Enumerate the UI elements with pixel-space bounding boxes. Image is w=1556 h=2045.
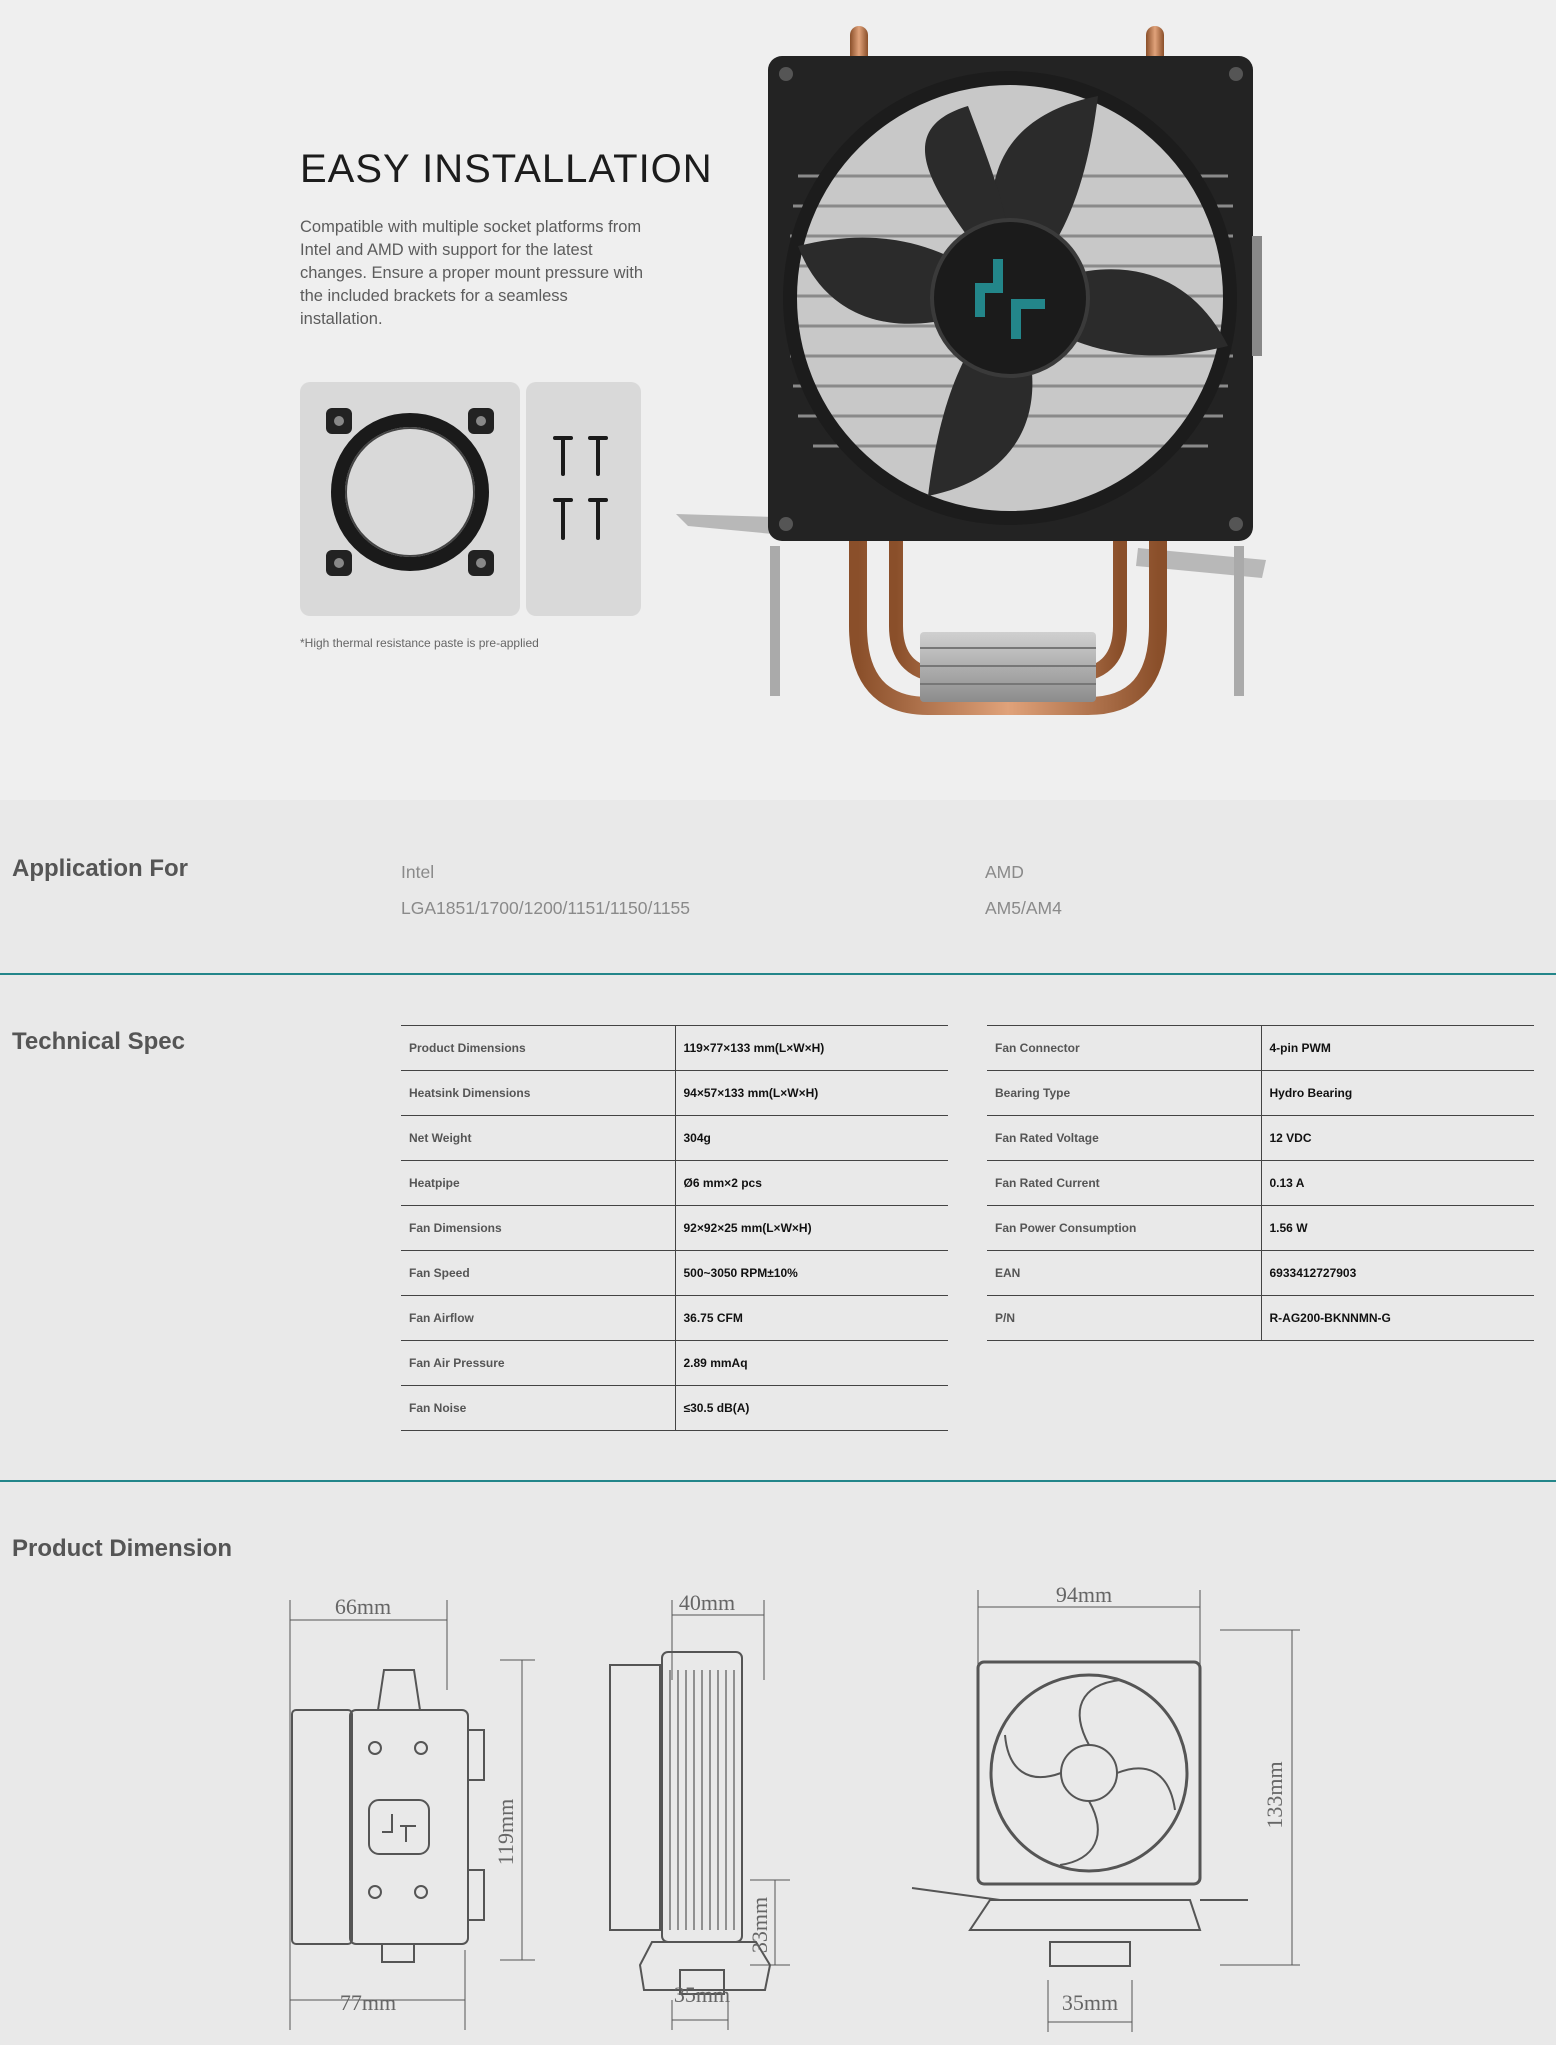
table-row [401, 1116, 948, 1161]
spec-value: ≤30.5 dB(A) [675, 1386, 948, 1431]
section-divider [0, 1480, 1556, 1482]
spec-value: 94×57×133 mm(L×W×H) [675, 1071, 948, 1116]
dim-front-height: 119mm [493, 1798, 518, 1866]
spec-value: 304g [675, 1116, 948, 1161]
spec-value: 36.75 CFM [675, 1296, 948, 1341]
spec-key: Fan Air Pressure [401, 1341, 675, 1386]
hero-title: EASY INSTALLATION [300, 147, 713, 191]
spec-key: Net Weight [401, 1116, 675, 1161]
spec-value: 4-pin PWM [1261, 1026, 1534, 1071]
spec-key: Fan Power Consumption [987, 1206, 1261, 1251]
dim-side-top: 40mm [678, 1590, 736, 1615]
tech-spec-title: Technical Spec [12, 1028, 185, 1055]
table-row [401, 1251, 948, 1296]
dim-fan-height: 133mm [1262, 1761, 1287, 1829]
table-row [987, 1071, 1534, 1116]
spec-key: EAN [987, 1251, 1261, 1296]
spec-value: Ø6 mm×2 pcs [675, 1161, 948, 1206]
application-title: Application For [12, 855, 188, 882]
amd-compatibility [985, 862, 1062, 934]
dimension-drawing [270, 1570, 1320, 2040]
table-row [987, 1296, 1534, 1341]
spec-key: Fan Airflow [401, 1296, 675, 1341]
table-row [401, 1341, 948, 1386]
section-divider [0, 973, 1556, 975]
spec-value: R-AG200-BKNNMN-G [1261, 1296, 1534, 1341]
spec-key: Product Dimensions [401, 1026, 675, 1071]
spec-key: P/N [987, 1296, 1261, 1341]
mounting-bracket-icon [300, 382, 520, 616]
mounting-bracket-card [300, 382, 520, 616]
spec-table-left [401, 1025, 948, 1431]
intel-compatibility [401, 862, 690, 934]
screws-icon [526, 382, 641, 616]
dim-fan-bottom: 35mm [1061, 1990, 1119, 2015]
front-view [290, 1594, 535, 2030]
spec-key: Heatsink Dimensions [401, 1071, 675, 1116]
table-row [987, 1251, 1534, 1296]
amd-sockets: AM5/AM4 [985, 898, 1062, 918]
spec-key: Fan Dimensions [401, 1206, 675, 1251]
table-row [987, 1161, 1534, 1206]
intel-sockets: LGA1851/1700/1200/1151/1150/1155 [401, 898, 691, 918]
spec-value: 500~3050 RPM±10% [675, 1251, 948, 1296]
amd-brand: AMD [985, 862, 1024, 882]
spec-value: 0.13 A [1261, 1161, 1534, 1206]
cpu-cooler-image [668, 26, 1268, 766]
spec-key: Fan Rated Voltage [987, 1116, 1261, 1161]
table-row [987, 1026, 1534, 1071]
spec-value: Hydro Bearing [1261, 1071, 1534, 1116]
spec-value: 2.89 mmAq [675, 1341, 948, 1386]
spec-value: 119×77×133 mm(L×W×H) [675, 1026, 948, 1071]
spec-key: Fan Noise [401, 1386, 675, 1431]
dim-front-bottom: 77mm [339, 1990, 397, 2015]
table-row [401, 1026, 948, 1071]
table-row [401, 1071, 948, 1116]
intel-brand: Intel [401, 862, 435, 882]
spec-key: Fan Rated Current [987, 1161, 1261, 1206]
table-row [401, 1206, 948, 1251]
spec-key: Bearing Type [987, 1071, 1261, 1116]
hero-section [0, 0, 1556, 800]
dim-side-bottom: 35mm [673, 1982, 731, 2007]
spec-value: 12 VDC [1261, 1116, 1534, 1161]
side-view [610, 1590, 790, 2030]
table-row [401, 1161, 948, 1206]
spec-key: Fan Connector [987, 1026, 1261, 1071]
product-dimension-title: Product Dimension [12, 1535, 233, 1562]
table-row [401, 1296, 948, 1341]
table-row [987, 1116, 1534, 1161]
spec-value: 6933412727903 [1261, 1251, 1534, 1296]
dim-fan-top: 94mm [1055, 1582, 1113, 1607]
thermal-paste-note: *High thermal resistance paste is pre-applied [300, 636, 539, 650]
spec-value: 1.56 W [1261, 1206, 1534, 1251]
table-row [401, 1386, 948, 1431]
spec-table-right [987, 1025, 1534, 1341]
spec-key: Heatpipe [401, 1161, 675, 1206]
table-row [987, 1206, 1534, 1251]
dim-front-top: 66mm [334, 1594, 392, 1619]
screws-card [526, 382, 641, 616]
dim-side-base: 33mm [747, 1896, 772, 1954]
fan-view [912, 1582, 1300, 2032]
spec-key: Fan Speed [401, 1251, 675, 1296]
spec-value: 92×92×25 mm(L×W×H) [675, 1206, 948, 1251]
hero-description: Compatible with multiple socket platforms from Intel and AMD with support for the latest changes. Ensure a proper mount pressure with the included brackets for a seamless installation. [300, 218, 644, 328]
